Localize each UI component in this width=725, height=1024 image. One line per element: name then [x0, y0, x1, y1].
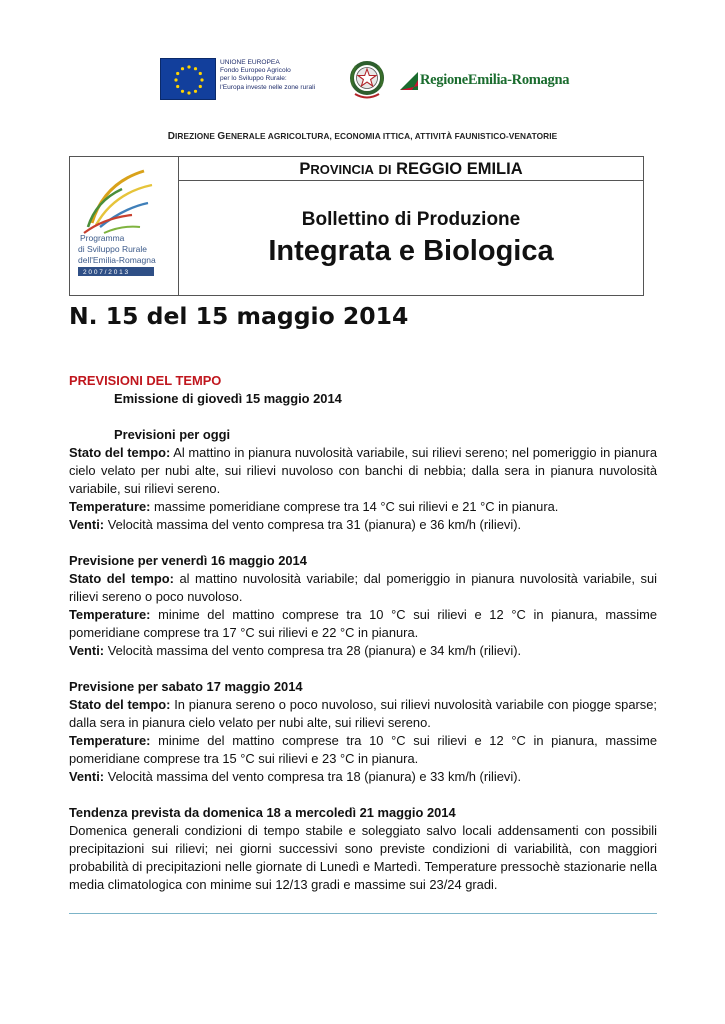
- province-heading: [179, 157, 643, 181]
- wind-text: Velocità massima del vento compresa tra 31 (pianura) e 36 km/h (rilievi).: [104, 517, 522, 532]
- rural-development-program-logo: [74, 163, 174, 288]
- temperature-text: minime del mattino comprese tra 10 °C sui rilievi e 12 °C in pianura, massime pomeridiane comprese tra 17 °C sui rilievi e 22 °C in pianura.: [69, 607, 657, 640]
- bulletin-subtitle: Bollettino di Produzione: [301, 209, 521, 230]
- psr-logo-line: di Sviluppo Rurale: [78, 244, 147, 254]
- day1-wind: [69, 642, 657, 660]
- day2-wind: [69, 768, 657, 786]
- directorate-text: ENERALE AGRICOLTURA, ECONOMIA ITTICA, ATTIVITÀ FAUNISTICO-VENATORIE: [225, 131, 558, 141]
- eu-logo: [160, 58, 340, 102]
- weather-text: Al mattino in pianura nuvolosità variabile, sui rilievi sereno; nel pomeriggio in pianura cielo velato per nubi alte, sui rilievi nuvoloso con banchi di nebbia; dalla sera in pianura nuvolosità variabile, sui rilievi sereno.: [69, 445, 657, 496]
- temperature-label: Temperature:: [69, 733, 151, 748]
- temperature-text: minime del mattino comprese tra 10 °C sui rilievi e 12 °C in pianura, massime pomeridiane comprese tra 15 °C sui rilievi e 23 °C in pianura.: [69, 733, 657, 766]
- today-temperature: [69, 498, 657, 516]
- weather-label: Stato del tempo:: [69, 571, 174, 586]
- temperature-text: massime pomeridiane comprese tra 14 °C sui rilievi e 21 °C in pianura.: [150, 499, 559, 514]
- regione-name: RegioneEmilia-Romagna: [420, 72, 570, 88]
- emission-date: Emissione di giovedì 15 maggio 2014: [114, 391, 342, 406]
- italian-republic-emblem-icon: [347, 56, 387, 104]
- header-logos: [160, 56, 570, 106]
- psr-logo-cell: [70, 157, 179, 295]
- directorate-text: IREZIONE: [175, 131, 218, 141]
- province-cap: P: [299, 160, 311, 178]
- province-name: REGGIO EMILIA: [396, 160, 523, 178]
- bulletin-title: Integrata e Biologica: [268, 235, 554, 267]
- forecast-body: [69, 372, 657, 894]
- day2-temperature: [69, 732, 657, 768]
- day1-heading: Previsione per venerdì 16 maggio 2014: [69, 553, 307, 568]
- directorate-line: [0, 131, 725, 142]
- today-wind: [69, 516, 657, 534]
- today-weather: [69, 444, 657, 498]
- temperature-label: Temperature:: [69, 607, 151, 622]
- psr-logo-line: 2 0 0 7 / 2 0 1 3: [83, 269, 129, 276]
- regione-mark-icon: [400, 72, 418, 90]
- title-box: [69, 156, 644, 296]
- weather-text: In pianura sereno o poco nuvoloso, sui rilievi nuvolosità variabile con piogge sparse; dalla sera in pianura cielo velato per nubi alte, sui rilievi sereno.: [69, 697, 657, 730]
- eu-flag-icon: [160, 58, 216, 100]
- wind-label: Venti:: [69, 769, 105, 784]
- province-word: ROVINCIA: [310, 162, 374, 177]
- eu-logo-line: per lo Sviluppo Rurale:: [220, 75, 287, 83]
- eu-logo-line: l'Europa investe nelle zone rurali: [220, 83, 316, 91]
- weather-text: al mattino nuvolosità variabile; dal pomeriggio in pianura nuvolosità variabile, sui rilievi sereno o poco nuvoloso.: [69, 571, 657, 604]
- weather-label: Stato del tempo:: [69, 445, 171, 460]
- eu-logo-text: [220, 59, 342, 92]
- trend-heading: Tendenza prevista da domenica 18 a mercoledì 21 maggio 2014: [69, 805, 456, 820]
- directorate-cap: G: [217, 131, 226, 142]
- day1-weather: [69, 570, 657, 606]
- issue-title: N. 15 del 15 maggio 2014: [69, 302, 409, 330]
- day1-temperature: [69, 606, 657, 642]
- wind-label: Venti:: [69, 643, 105, 658]
- today-heading: Previsioni per oggi: [114, 427, 231, 442]
- day2-weather: [69, 696, 657, 732]
- weather-label: Stato del tempo:: [69, 697, 171, 712]
- section-title: PREVISIONI DEL TEMPO: [69, 373, 222, 388]
- day2-heading: Previsione per sabato 17 maggio 2014: [69, 679, 303, 694]
- regione-emilia-romagna-logo: [400, 70, 570, 92]
- psr-logo-line: dell'Emilia-Romagna: [78, 255, 156, 265]
- directorate-cap: D: [167, 131, 176, 142]
- eu-logo-line: Fondo Europeo Agricolo: [220, 67, 291, 75]
- footer-divider: [69, 913, 657, 914]
- psr-logo-line: Programma: [80, 233, 125, 243]
- eu-logo-line: UNIONE EUROPEA: [220, 59, 280, 66]
- wind-text: Velocità massima del vento compresa tra 28 (pianura) e 34 km/h (rilievi).: [104, 643, 522, 658]
- trend-text: Domenica generali condizioni di tempo stabile e soleggiato salvo locali addensamenti con possibili precipitazioni sui rilievi; nei giorni successivi sono previste condizioni di variabilità, con maggiori probabilità di precipitazioni nelle giornate di Lunedì e Martedì. Temperature pressochè stazionarie nella media climatologica con minime sui 12/13 gradi e massime sui 23/24 gradi.: [69, 823, 657, 892]
- wind-label: Venti:: [69, 517, 105, 532]
- province-word: DI: [378, 162, 392, 177]
- wind-text: Velocità massima del vento compresa tra 18 (pianura) e 33 km/h (rilievi).: [104, 769, 522, 784]
- temperature-label: Temperature:: [69, 499, 151, 514]
